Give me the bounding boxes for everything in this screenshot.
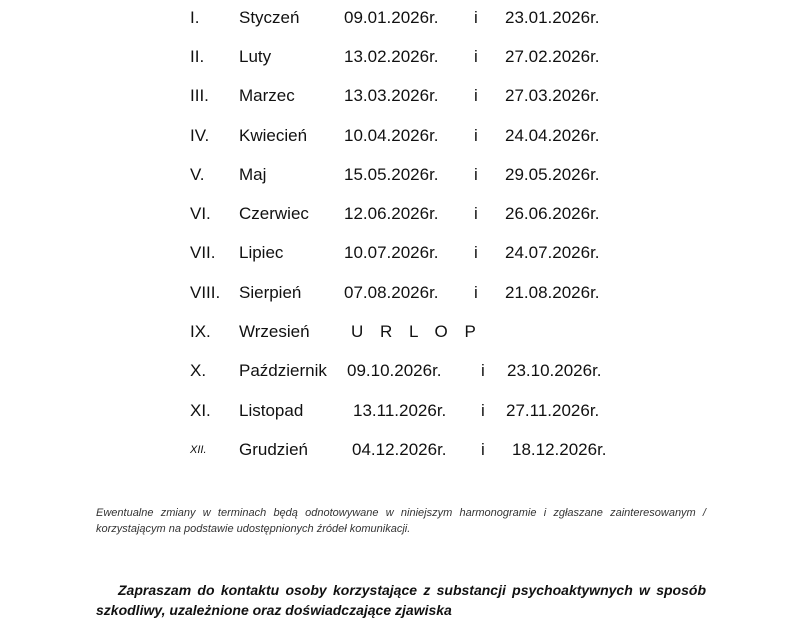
row-number: VII. xyxy=(190,243,216,262)
row-number: II. xyxy=(190,47,205,66)
second-date: 27.02.2026r. xyxy=(505,47,600,66)
first-date: 04.12.2026r. xyxy=(352,440,447,459)
schedule-row-april xyxy=(0,121,800,151)
second-date: 27.03.2026r. xyxy=(505,86,600,105)
month-name: Sierpień xyxy=(239,283,302,302)
row-number: IX. xyxy=(190,322,211,341)
row-number: VI. xyxy=(190,204,211,223)
vacation-label: U R L O P xyxy=(351,322,482,341)
first-date: 09.01.2026r. xyxy=(344,8,439,27)
second-date: 27.11.2026r. xyxy=(506,401,600,420)
second-date: 24.07.2026r. xyxy=(505,243,600,262)
conjunction: i xyxy=(474,283,478,302)
month-name: Czerwiec xyxy=(239,204,309,223)
schedule-row-september xyxy=(0,317,800,347)
conjunction: i xyxy=(474,8,478,27)
schedule-row-june xyxy=(0,199,800,229)
conjunction: i xyxy=(481,361,485,380)
first-date: 12.06.2026r. xyxy=(344,204,439,223)
row-number: I. xyxy=(190,8,200,27)
schedule-row-october xyxy=(0,356,800,386)
row-number: IV. xyxy=(190,126,210,145)
conjunction: i xyxy=(481,440,485,459)
schedule-row-february xyxy=(0,42,800,72)
schedule-row-january xyxy=(0,3,800,33)
contact-invitation: Zapraszam do kontaktu osoby korzystające z substancji psychoaktywnych w sposób szkodliwy, uzależnione oraz doświadczające zjawiska xyxy=(96,582,706,618)
month-name: Styczeń xyxy=(239,8,300,27)
second-date: 29.05.2026r. xyxy=(505,165,600,184)
schedule-row-march xyxy=(0,81,800,111)
conjunction: i xyxy=(474,47,478,66)
conjunction: i xyxy=(481,401,485,420)
month-name: Lipiec xyxy=(239,243,284,262)
conjunction: i xyxy=(474,126,478,145)
month-name: Marzec xyxy=(239,86,295,105)
row-number: III. xyxy=(190,86,209,105)
month-name: Grudzień xyxy=(239,440,308,459)
second-date: 21.08.2026r. xyxy=(505,283,600,302)
first-date: 15.05.2026r. xyxy=(344,165,439,184)
month-name: Listopad xyxy=(239,401,304,420)
row-number: XII. xyxy=(190,444,207,456)
changes-note: Ewentualne zmiany w terminach będą odnotowywane w niniejszym harmonogramie i zgłaszane zainteresowanym / korzystającym na podstawie udostępnionych źródeł komunikacji. xyxy=(96,507,706,535)
second-date: 26.06.2026r. xyxy=(505,204,600,223)
conjunction: i xyxy=(474,86,478,105)
schedule-row-december xyxy=(0,435,800,465)
schedule-row-july xyxy=(0,238,800,268)
first-date: 10.07.2026r. xyxy=(344,243,439,262)
first-date: 09.10.2026r. xyxy=(347,361,442,380)
first-date: 10.04.2026r. xyxy=(344,126,439,145)
row-number: XI. xyxy=(190,401,211,420)
month-name: Maj xyxy=(239,165,267,184)
month-name: Kwiecień xyxy=(239,126,308,145)
first-date: 13.11.2026r. xyxy=(353,401,447,420)
conjunction: i xyxy=(474,204,478,223)
month-name: Luty xyxy=(239,47,272,66)
first-date: 13.03.2026r. xyxy=(344,86,439,105)
second-date: 24.04.2026r. xyxy=(505,126,600,145)
month-name: Wrzesień xyxy=(239,322,310,341)
schedule-row-august xyxy=(0,278,800,308)
first-date: 13.02.2026r. xyxy=(344,47,439,66)
first-date: 07.08.2026r. xyxy=(344,283,439,302)
row-number: VIII. xyxy=(190,283,221,302)
conjunction: i xyxy=(474,165,478,184)
schedule-row-november xyxy=(0,396,800,426)
second-date: 18.12.2026r. xyxy=(512,440,607,459)
schedule-row-may xyxy=(0,160,800,190)
conjunction: i xyxy=(474,243,478,262)
month-name: Październik xyxy=(239,361,327,380)
second-date: 23.01.2026r. xyxy=(505,8,600,27)
row-number: V. xyxy=(190,165,205,184)
row-number: X. xyxy=(190,361,207,380)
second-date: 23.10.2026r. xyxy=(507,361,602,380)
